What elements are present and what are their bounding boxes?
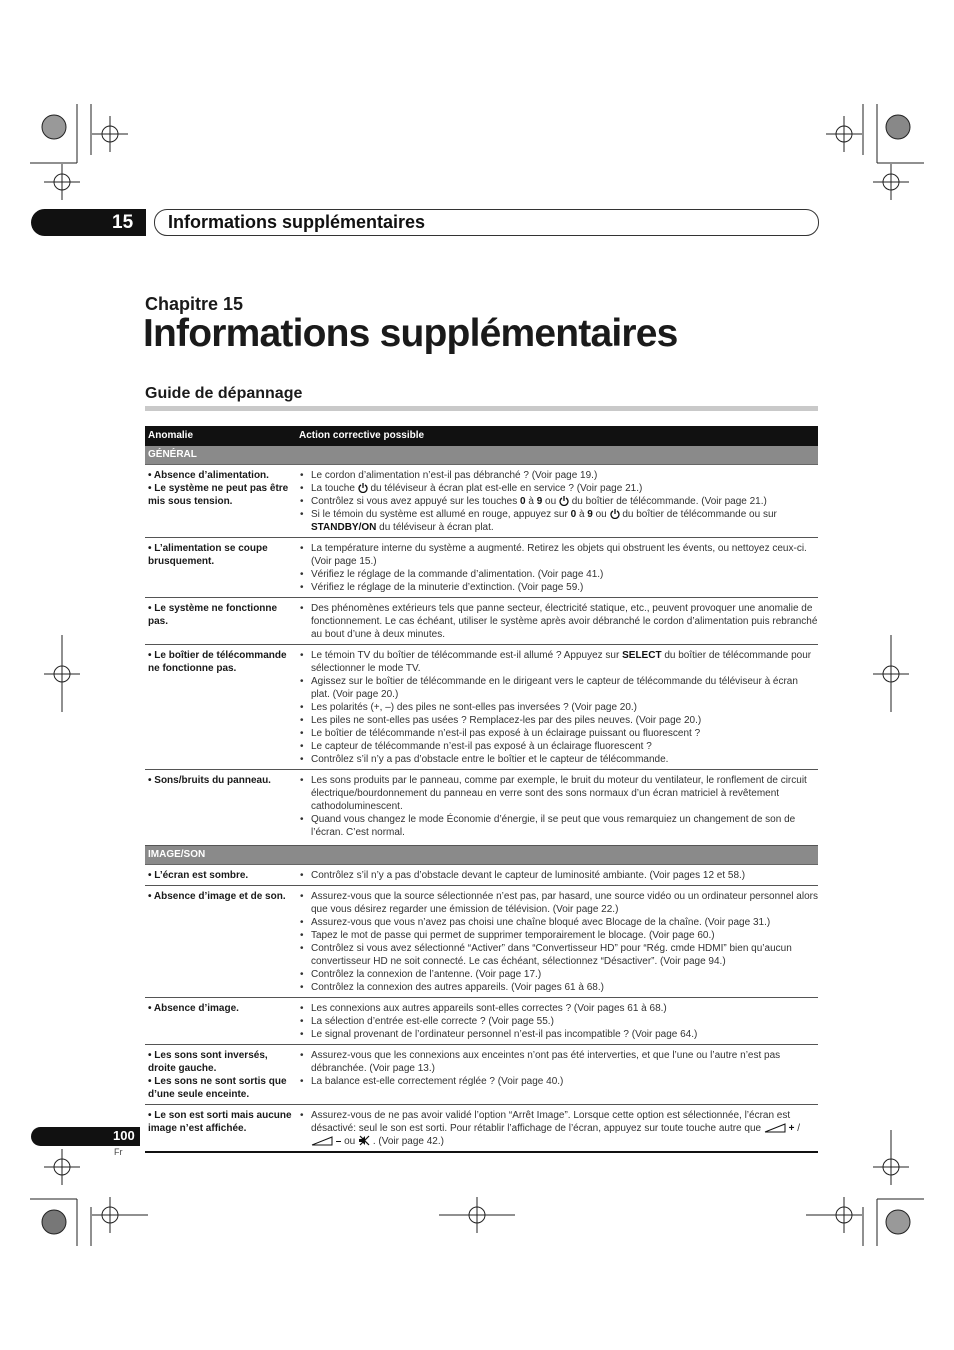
action-text: à — [578, 509, 585, 520]
action-item: • Le cordon d’alimentation n’est-il pas débranché ? (Voir page 19.) — [300, 469, 818, 482]
action-item: • La sélection d’entrée est-elle correcte ? (Voir page 55.) — [300, 1015, 818, 1028]
category-general: GÉNÉRAL — [145, 446, 818, 465]
header-anomalie: Anomalie — [148, 430, 194, 441]
anomaly-text: • Les sons sont inversés, droite gauche. — [148, 1050, 268, 1074]
volume-icon — [764, 1123, 786, 1133]
key-label: SELECT — [622, 650, 662, 661]
action-item: • Tapez le mot de passe qui permet de supprimer temporairement le blocage. (Voir page 60.) — [300, 929, 818, 942]
table-row — [145, 538, 818, 598]
table-row — [145, 645, 818, 770]
key-label: 9 — [587, 509, 593, 520]
power-icon — [559, 495, 569, 506]
action-item: • La température interne du système a augmenté. Retirez les objets qui obstruent les évents, ou nettoyez ceux-ci. (Voir page 15.) — [300, 542, 818, 568]
table-row — [145, 865, 818, 886]
key-label: 0 — [520, 496, 526, 507]
action-text: La touche — [311, 483, 355, 494]
action-text: ou — [595, 509, 607, 520]
action-item: • Assurez-vous que la source sélectionnée n’est pas, par hasard, une source vidéo ou un ordinateur personnel alors que vous désirez regarder une émission de télévision. (Voir page 22.) — [300, 890, 818, 916]
page-number: 100 — [113, 1128, 135, 1143]
action-text: du téléviseur à écran plat est-elle en service ? (Voir page 21.) — [370, 483, 643, 494]
action-text: du boîtier de télécommande. (Voir page 21.) — [571, 496, 767, 507]
anomaly-text: • Le son est sorti mais aucune image n’est affichée. — [148, 1110, 292, 1134]
action-text: à — [528, 496, 534, 507]
action-text: Assurez-vous de ne pas avoir validé l’option “Arrêt Image”. Lorsque cette option est sélectionnée, l’écran est désactivé: seul le son est sorti. Pour rétablir l’affichage de l’écran, appuyez sur toute touche autre que — [311, 1110, 791, 1134]
category-image-son: IMAGE/SON — [145, 846, 818, 865]
action-item: • Les piles ne sont-elles pas usées ? Remplacez-les par des piles neuves. (Voir page 20.) — [300, 714, 818, 727]
action-item: • Agissez sur le boîtier de télécommande en le dirigeant vers le capteur de télécommande du téléviseur à écran plat. (Voir page 20.) — [300, 675, 818, 701]
action-item: • Contrôlez s’il n’y a pas d’obstacle entre le boîtier et le capteur de télécommande. — [300, 753, 818, 766]
action-item: • Les connexions aux autres appareils sont-elles correctes ? (Voir pages 61 à 68.) — [300, 1002, 818, 1015]
power-icon — [358, 482, 368, 493]
action-item — [300, 495, 818, 508]
anomaly-text: • L’alimentation se coupe brusquement. — [148, 543, 268, 567]
key-label: 0 — [570, 509, 577, 520]
key-label: STANDBY/ON — [311, 522, 377, 533]
chapter-number: 15 — [112, 212, 134, 233]
table-row — [145, 1045, 818, 1105]
action-item — [300, 1109, 818, 1148]
action-item — [300, 508, 818, 534]
chapter-title: Informations supplémentaires — [143, 312, 678, 355]
action-text: / — [797, 1123, 801, 1134]
key-label: 9 — [536, 496, 543, 507]
action-item: • Vérifiez le réglage de la minuterie d’extinction. (Voir page 59.) — [300, 581, 818, 594]
action-item: • Le capteur de télécommande n’est-il pas exposé à un éclairage fluorescent ? — [300, 740, 818, 753]
action-text: du boîtier de télécommande pour sélectionner le mode TV. — [311, 650, 812, 674]
troubleshooting-table — [145, 426, 818, 1153]
action-item: • Contrôlez la connexion des autres appareils. (Voir pages 61 à 68.) — [300, 981, 818, 994]
power-icon — [610, 508, 620, 519]
action-item: • Contrôlez s’il n’y a pas d’obstacle devant le capteur de luminosité ambiante. (Voir pages 12 et 58.) — [300, 869, 818, 882]
action-item — [300, 649, 818, 675]
chapter-label: Chapitre 15 — [145, 294, 244, 314]
table-row — [145, 770, 818, 846]
anomaly-text: • Le système ne fonctionne pas. — [148, 603, 278, 627]
action-item: • Contrôlez si vous avez sélectionné “Activer” dans “Convertisseur HD” pour “Rég. cmde HDMI” bien qu’aucun convertisseur HD ne soit connecté. Le cas échéant, sélectionnez “Désactiver”. (Voir page 94.) — [300, 942, 818, 968]
action-text: Contrôlez si vous avez appuyé sur les touches — [311, 496, 518, 507]
volume-icon — [311, 1136, 333, 1146]
action-text: ou — [545, 496, 557, 507]
action-text: Le témoin TV du boîtier de télécommande est-il allumé ? Appuyez sur — [311, 650, 620, 661]
table-row — [145, 998, 818, 1045]
action-text: ou — [344, 1136, 356, 1147]
action-item: • Les polarités (+, –) des piles ne sont-elles pas inversées ? (Voir page 20.) — [300, 701, 818, 714]
table-row — [145, 465, 818, 538]
action-item: • Les sons produits par le panneau, comme par exemple, le bruit du moteur du ventilateur, le ronflement de circuit électrique/bourdonnement du panneau en verre sont des sons normaux d’un écran matriciel à revêtement cathodoluminescent. — [300, 774, 818, 813]
anomaly-text: • L’écran est sombre. — [148, 870, 249, 881]
anomaly-text: • Les sons ne sont sortis que d’une seule enceinte. — [148, 1076, 287, 1100]
action-item: • Assurez-vous que vous n’avez pas choisi une chaîne bloqué avec Blocage de la chaîne. (Voir page 31.) — [300, 916, 818, 929]
action-item: • Des phénomènes extérieurs tels que panne secteur, électricité statique, etc., peuvent provoquer une anomalie de fonctionnement. Le cas échéant, utiliser le système après avoir débranché le cordon d’alimentation puis rebranché au bout d’une à deux minutes. — [300, 602, 818, 641]
page-language: Fr — [114, 1147, 123, 1157]
anomaly-text: • Le boîtier de télécommande ne fonctionne pas. — [148, 650, 287, 674]
table-row — [145, 598, 818, 645]
table-row — [145, 1105, 818, 1151]
table-bottom-rule — [145, 1151, 818, 1153]
action-item: • Quand vous changez le mode Économie d’énergie, il se peut que vous remarquiez un changement de son de l’écran. C’est normal. — [300, 813, 818, 839]
table-header — [145, 426, 818, 446]
action-text: du boîtier de télécommande ou sur — [622, 509, 777, 520]
action-text: Si le témoin du système est allumé en rouge, appuyez sur — [311, 509, 568, 520]
action-item: • Le boîtier de télécommande n’est-il pas exposé à un éclairage puissant ou fluorescent ? — [300, 727, 818, 740]
anomaly-text: • Le système ne peut pas être mis sous tension. — [148, 483, 289, 507]
action-text: . (Voir page 42.) — [372, 1136, 444, 1147]
action-item: • Le signal provenant de l’ordinateur personnel n’est-il pas incompatible ? (Voir page 64.) — [300, 1028, 818, 1041]
action-item: • La balance est-elle correctement réglée ? (Voir page 40.) — [300, 1075, 818, 1088]
anomaly-text: • Absence d’image. — [148, 1003, 239, 1014]
section-title: Guide de dépannage — [145, 385, 303, 402]
chapter-header-title: Informations supplémentaires — [168, 212, 426, 232]
action-item: • Contrôlez la connexion de l’antenne. (Voir page 17.) — [300, 968, 818, 981]
anomaly-text: • Absence d’image et de son. — [148, 891, 286, 902]
action-item: • Vérifiez le réglage de la commande d’alimentation. (Voir page 41.) — [300, 568, 818, 581]
action-item — [300, 482, 818, 495]
table-row — [145, 886, 818, 998]
anomaly-text: • Absence d’alimentation. — [148, 470, 269, 481]
action-item: • Assurez-vous que les connexions aux enceintes n’ont pas été interverties, et que l’une ou l’autre n’est pas débranchée. (Voir page 13.) — [300, 1049, 818, 1075]
action-text: du téléviseur à écran plat. — [379, 522, 494, 533]
section-rule — [145, 406, 818, 411]
key-label: – — [335, 1136, 342, 1147]
header-action: Action corrective possible — [299, 430, 425, 441]
mute-icon — [358, 1135, 370, 1146]
anomaly-text: • Sons/bruits du panneau. — [148, 775, 271, 786]
key-label: + — [788, 1123, 795, 1134]
